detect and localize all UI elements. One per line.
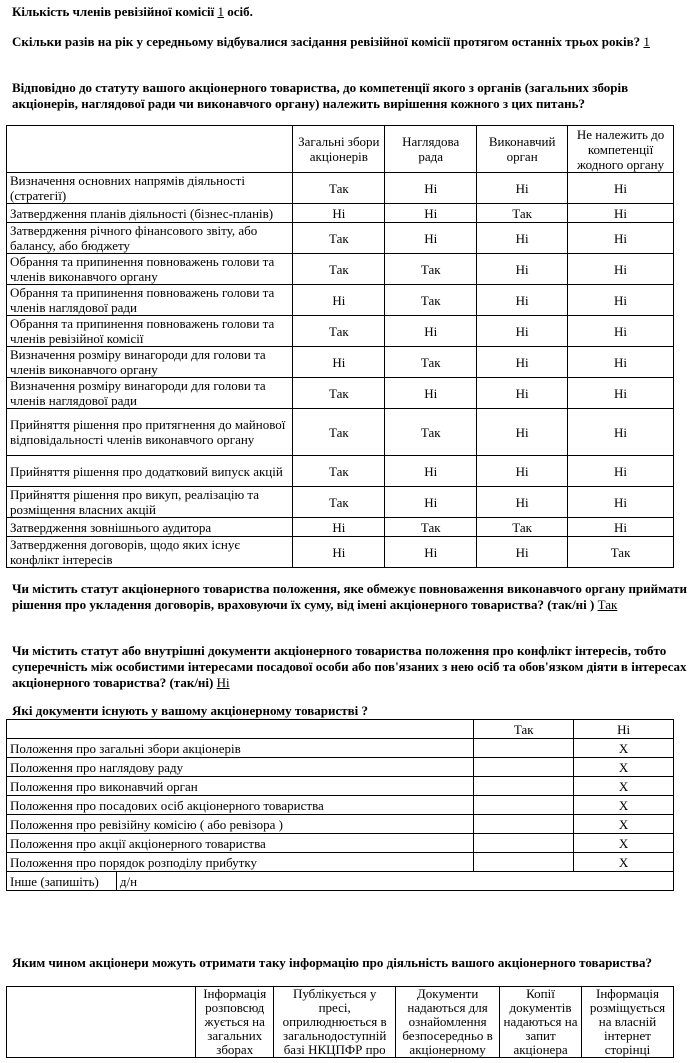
row-label: Затвердження договорів, щодо яких існує конфлікт інтересів [7,537,293,568]
table-row [7,254,674,285]
cell-value: Ні [568,204,674,223]
cell-value: Так [293,254,385,285]
other-value: д/н [116,872,673,891]
header-cell: Публікується у пресі, оприлюднюється в загальнодоступній базі НКЦПФР про [274,987,396,1058]
cell-value: Так [293,316,385,347]
cell-value: Так [293,378,385,409]
cell-value: Так [385,285,477,316]
row-label: Положення про акції акціонерного товариства [7,834,474,853]
cell-no: X [574,758,674,777]
header-cell: Загальні збори акціонерів [293,126,385,173]
row-label: Положення про посадових осіб акціонерного товариства [7,796,474,815]
header-cell: Ні [574,720,674,739]
cell-value: Ні [568,487,674,518]
question-conflict-of-interest [12,643,688,691]
row-label: Положення про порядок розподілу прибутку [7,853,474,872]
table-row [7,518,674,537]
cell-value: Ні [477,456,568,487]
cell-value: Ні [477,409,568,456]
question-text: Яким чином акціонери можуть отримати таку інформацію про діяльність вашого акціонерного товариства? [12,955,652,970]
competence-table [6,125,674,568]
cell-value: Так [293,456,385,487]
cell-value: Ні [477,537,568,568]
table-row [7,815,674,834]
cell-value: Ні [385,378,477,409]
cell-value: Ні [385,456,477,487]
row-label: Визначення розміру винагороди для голови та членів наглядової ради [7,378,293,409]
cell-yes [474,758,574,777]
question-members-count [12,4,688,20]
answer-meetings: 1 [643,34,650,49]
table-row [7,409,674,456]
row-label: Положення про виконавчий орган [7,777,474,796]
row-label: Положення про ревізійну комісію ( або ревізора ) [7,815,474,834]
cell-no: X [574,796,674,815]
answer-members-count: 1 [217,4,224,19]
row-label: Обрання та припинення повноважень голови та членів виконавчого органу [7,254,293,285]
table-row [7,834,674,853]
row-label: Затвердження річного фінансового звіту, або балансу, або бюджету [7,223,293,254]
cell-no: X [574,853,674,872]
table-row [7,378,674,409]
row-label: Прийняття рішення про додатковий випуск акцій [7,456,293,487]
table-row [7,456,674,487]
cell-no: X [574,739,674,758]
row-label: Прийняття рішення про викуп, реалізацію та розміщення власних акцій [7,487,293,518]
cell-value: Ні [568,254,674,285]
cell-value: Ні [568,456,674,487]
cell-value: Ні [477,223,568,254]
question-restrict-executive [12,581,688,613]
table-row [7,487,674,518]
table-row [7,739,674,758]
question-text: Скільки разів на рік у середньому відбувалися засідання ревізійної комісії протягом останніх трьох років? [12,34,641,49]
documents-table [6,719,674,891]
cell-value: Ні [568,518,674,537]
header-cell: Інформація розповсюд жується на загальних зборах [196,987,274,1058]
cell-value: Ні [568,173,674,204]
cell-yes [474,853,574,872]
header-cell: Виконавчий орган [477,126,568,173]
table-row [7,853,674,872]
row-label: Обрання та припинення повноважень голови та членів наглядової ради [7,285,293,316]
table-row [7,537,674,568]
table-row [7,347,674,378]
cell-value: Ні [293,537,385,568]
row-label: Положення про загальні збори акціонерів [7,739,474,758]
row-label: Прийняття рішення про притягнення до майнової відповідальності членів виконавчого органу [7,409,293,456]
question-text: Чи містить статут або внутрішні документи акціонерного товариства положення про конфлікт інтересів, тобто суперечність між особистими інтересами посадової особи або пов'язаних з нею осіб та обов'язком діяти в інтересах акціонерного товариства? (так/ні) [12,643,687,690]
cell-no: X [574,834,674,853]
table-header-row [7,720,674,739]
answer-conflict-of-interest: Ні [216,675,230,690]
question-meetings [12,34,688,50]
cell-value: Ні [385,173,477,204]
cell-value: Ні [477,347,568,378]
header-cell: Інформація розміщується на власній інтернет сторінці [581,987,673,1058]
header-cell [7,126,293,173]
answer-restrict-executive: Так [597,597,618,612]
cell-value: Ні [477,254,568,285]
question-text: Відповідно до статуту вашого акціонерного товариства, до компетенції якого з органів (загальних зборів акціонерів, наглядової ради чи виконавчого органу) належить вирішення кожного з цих питань? [12,80,629,111]
cell-no: X [574,815,674,834]
row-label: Затвердження планів діяльності (бізнес-планів) [7,204,293,223]
cell-value: Ні [477,316,568,347]
row-label: Положення про наглядову раду [7,758,474,777]
cell-yes [474,739,574,758]
cell-value: Так [293,173,385,204]
cell-value: Так [385,254,477,285]
question-text: Чи містить статут акціонерного товариства положення, яке обмежує повноваження виконавчого органу приймати рішення про укладення договорів, враховуючи їх суму, від імені акціонерного товариства? (так/ні ) [12,581,687,612]
cell-value: Ні [568,378,674,409]
header-cell: Не належить до компетенції жодного органу [568,126,674,173]
table-row-other [7,872,674,891]
cell-value: Так [293,487,385,518]
cell-value: Ні [293,204,385,223]
cell-yes [474,796,574,815]
cell-value: Ні [385,223,477,254]
header-cell [7,720,474,739]
cell-value: Так [385,518,477,537]
row-label: Визначення розміру винагороди для голови та членів виконавчого органу [7,347,293,378]
row-label: Обрання та припинення повноважень голови та членів ревізійної комісії [7,316,293,347]
question-text: Кількість членів ревізійної комісії [12,4,215,19]
cell-value: Ні [293,347,385,378]
table-row [7,173,674,204]
table-header-row [7,987,674,1058]
cell-value: Ні [385,487,477,518]
cell-value: Так [293,409,385,456]
cell-value: Ні [385,204,477,223]
info-access-table [6,986,674,1058]
header-cell: Копії документів надаються на запит акціонера [500,987,582,1058]
cell-value: Так [477,518,568,537]
cell-value: Так [385,409,477,456]
cell-value: Ні [568,347,674,378]
table-header-row [7,126,674,173]
other-label: Інше (запишіть) [7,872,117,891]
table-row [7,316,674,347]
question-text: Які документи існують у вашому акціонерному товаристві ? [12,703,369,718]
table-row [7,285,674,316]
cell-value: Ні [477,285,568,316]
cell-yes [474,834,574,853]
cell-value: Так [477,204,568,223]
row-label: Визначення основних напрямів діяльності (стратегії) [7,173,293,204]
header-cell: Наглядова рада [385,126,477,173]
cell-value: Ні [568,316,674,347]
table-row [7,758,674,777]
cell-value: Ні [568,409,674,456]
cell-value: Так [293,223,385,254]
cell-value: Ні [568,223,674,254]
cell-no: X [574,777,674,796]
cell-value: Ні [385,537,477,568]
cell-value: Ні [293,285,385,316]
cell-value: Так [385,347,477,378]
table-row [7,796,674,815]
row-label: Затвердження зовнішнього аудитора [7,518,293,537]
table-row [7,204,674,223]
cell-value: Ні [568,285,674,316]
cell-yes [474,777,574,796]
question-suffix: осіб. [227,4,253,19]
header-cell [7,987,196,1058]
question-statute-competence [12,80,688,112]
cell-value: Ні [477,378,568,409]
cell-value: Так [568,537,674,568]
question-documents [12,703,688,719]
cell-value: Ні [477,487,568,518]
cell-value: Ні [477,173,568,204]
table-row [7,777,674,796]
cell-yes [474,815,574,834]
header-cell: Документи надаються для ознайомлення безпосередньо в акціонерному [396,987,500,1058]
question-info-access [12,955,688,971]
table-row [7,223,674,254]
header-cell: Так [474,720,574,739]
cell-value: Ні [385,316,477,347]
cell-value: Ні [293,518,385,537]
